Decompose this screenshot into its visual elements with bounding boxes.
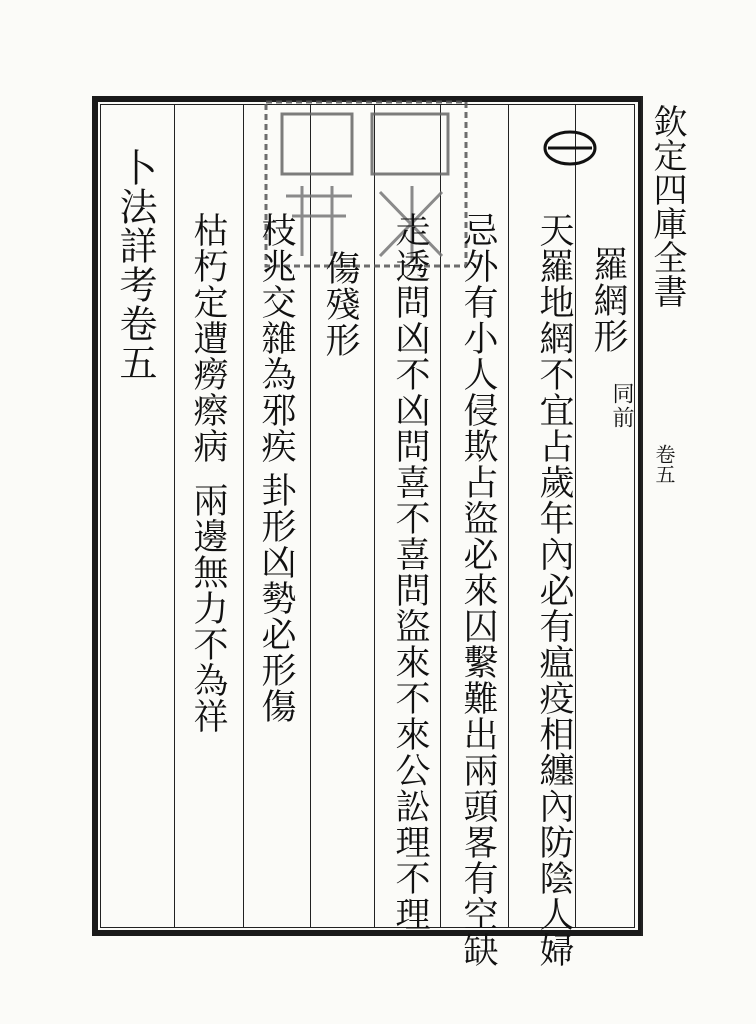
section-heading-luowang: 羅網形 (588, 246, 628, 354)
column-rule (508, 104, 509, 928)
juan-label: 卷五 (652, 444, 676, 484)
column-rule (174, 104, 175, 928)
text-column-2a: 枯朽定遭癆瘵病 (188, 212, 228, 464)
book-title: 欽定四庫全書 (647, 104, 687, 308)
column-rule (243, 104, 244, 928)
chapter-title: 卜法詳考卷五 (113, 148, 157, 382)
text-column-3a: 枝兆交雜為邪疾 (256, 212, 296, 464)
column-rule (575, 104, 576, 928)
fish-tail-ornament (542, 128, 598, 168)
text-column-7: 天羅地網不宜占歲年內必有瘟疫相纏內防陰人婦 (534, 212, 574, 968)
heading-note: 同前 (609, 382, 634, 430)
section-heading-shangcan: 傷殘形 (320, 250, 360, 358)
text-column-2b: 兩邊無力不為祥 (188, 482, 228, 734)
text-column-5: 走透問凶不凶問喜不喜問盜來不來公訟理不理 (390, 212, 430, 932)
text-column-3b: 卦形凶勢必形傷 (256, 472, 296, 724)
text-column-6: 忌外有小人侵欺占盜必來囚繫難出兩頭畧有空缺 (458, 212, 498, 968)
